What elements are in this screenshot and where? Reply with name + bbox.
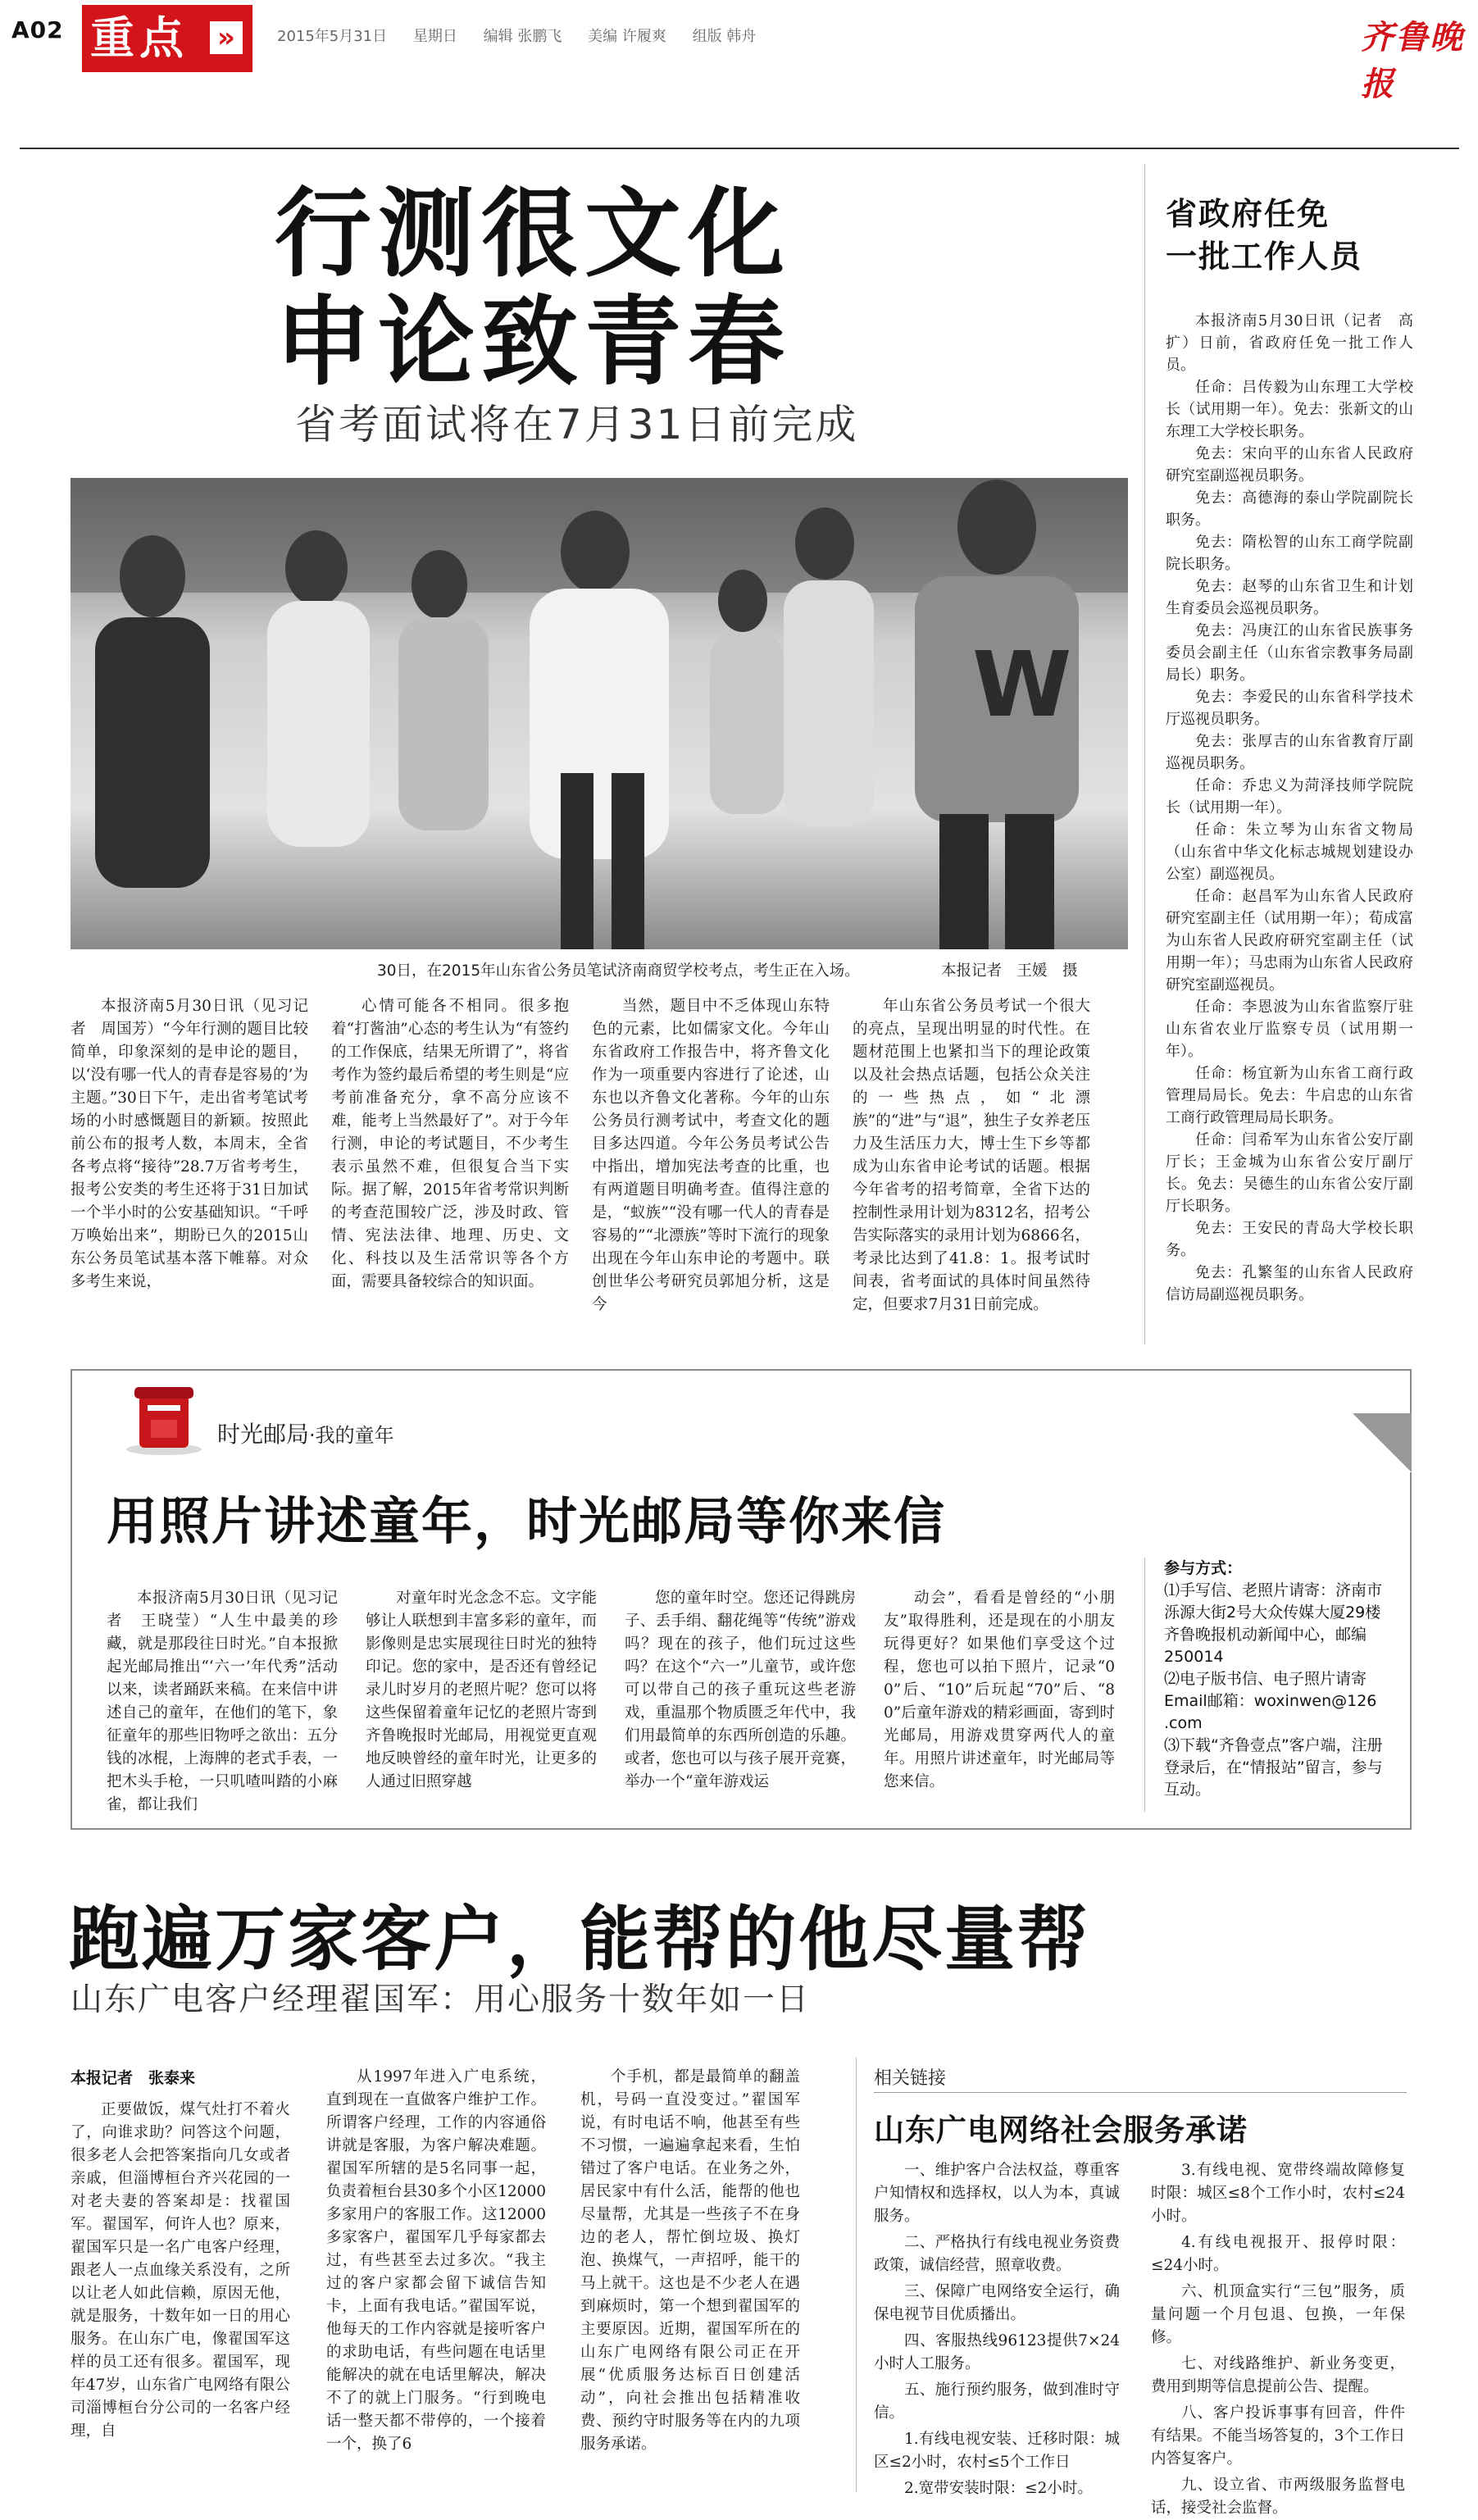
lead-article-column-1 <box>70 995 308 1340</box>
pledge-item: 九、设立省、市两级服务监督电话，接受社会监督。 <box>1151 2477 1405 2517</box>
lead-article-column-4 <box>853 995 1090 1340</box>
issue-weekday: 星期日 <box>412 28 457 45</box>
chevron-right-icon: » <box>210 21 243 54</box>
third-article-column-3 <box>580 2066 800 2492</box>
pledge-list-right <box>1151 2159 1405 2517</box>
pledge-item: 六、机顶盒实行“三包”服务，质量问题一个月包退、包换，一年保修。 <box>1151 2283 1405 2346</box>
lead-article-column-3 <box>592 995 830 1340</box>
exam-candidates-photo <box>70 478 1128 949</box>
related-divider <box>874 2092 1407 2093</box>
masthead-logo: 齐鲁晚报 <box>1361 18 1464 103</box>
third-article-column-1 <box>70 2099 290 2492</box>
related-headline: 山东广电网络社会服务承诺 <box>874 2113 1248 2148</box>
related-link-tag: 相关链接 <box>874 2068 947 2089</box>
mailbox-icon <box>123 1381 205 1456</box>
column-divider <box>1144 164 1145 1344</box>
appointment-paragraph: 任命：李恩波为山东省监察厅驻山东省农业厅监察专员（试用期一年）。 <box>1166 998 1413 1060</box>
article-paragraph: 年山东省公务员考试一个很大的亮点，呈现出明显的时代性。在题材范围上也紧扣当下的理论政策以及社会热点话题，包括公众关注的一些热点，如“北漂族”的“进”与“退”，独生子女养老压力及生活压力大，博士生下乡等都成为山东省申论考试的话题。根据今年省考的招考简章，全省下达的控制性录用计划为8312名，招考公告实际落实的录用计划为6866名，考录比达到了41.8：1。报考试时间表，省考面试的具体时间虽然待定，但要求7月31日前完成。 <box>853 998 1090 1313</box>
page-number: A02 <box>11 16 64 43</box>
article-paragraph: 本报济南5月30日讯（见习记者 王晓莹）“人生中最美的珍藏，就是那段往日时光。”自本报掀起光邮局推出“‘六一’年代秀”活动以来，读者踊跃来稿。在来信中讲述自己的童年，在他们的笔下，象征童年的那些旧物呼之欲出：五分钱的冰棍，上海牌的老式手表，一把木头手枪，一只叽喳叫踏的小麻雀，都让我们 <box>107 1590 338 1813</box>
layout-credit: 组版 韩舟 <box>692 28 757 45</box>
appointment-paragraph: 免去：冯庚江的山东省民族事务委员会副主任（山东省宗教事务局副局长）职务。 <box>1166 622 1413 684</box>
section-label: 重点 <box>82 5 252 72</box>
article-paragraph: 您的童年时空。您还记得跳房子、丢手绢、翻花绳等“传统”游戏吗？现在的孩子，他们玩过这些吗？在这个“六一”儿童节，或许您可以带自己的孩子重玩这些老游戏，重温那个物质匮乏年代中，我们用最简单的东西所创造的乐趣。或者，您也可以与孩子展开竞赛，举办一个“童年游戏运 <box>625 1590 856 1790</box>
pledge-item: 八、客户投诉事事有回音，件件有结果。不能当场答复的，3个工作日内答复客户。 <box>1151 2404 1405 2468</box>
article-paragraph: 正要做饭，煤气灶打不着火了，向谁求助？问答这个问题，很多老人会把答案指向几女或者亲戚，但淄博桓台齐兴花园的一对老夫妻的答案却是：找翟国军。翟国军，何许人也？原来，翟国军只是一名广电客户经理，跟老人一点血缘关系没有，之所以让老人如此信赖，原因无他，就是服务，十数年如一日的用心服务。在山东广电，像翟国军这样的员工还有很多。翟国军，现年47岁，山东省广电网络有限公司淄博桓台分公司的一名客户经理，自 <box>70 2101 290 2440</box>
lead-photo <box>70 478 1128 949</box>
appointment-paragraph: 本报济南5月30日讯（记者 高扩）日前，省政府任免一批工作人员。 <box>1166 312 1413 374</box>
post-article-column-1 <box>107 1587 338 1817</box>
post-article-column-4 <box>884 1587 1115 1817</box>
post-headline: 用照片讲述童年，时光邮局等你来信 <box>107 1491 947 1551</box>
pledge-item: 五、施行预约服务，做到准时守信。 <box>874 2381 1120 2422</box>
third-reporter-credit: 本报记者 张泰来 <box>70 2069 196 2087</box>
participation-heading: 参与方式： <box>1164 1559 1243 1577</box>
lead-headline-line-2: 申论致青春 <box>274 284 791 398</box>
appointment-paragraph: 任命：闫希军为山东省公安厅副厅长；王金城为山东省公安厅副厅长。免去：吴德生的山东省公安厅副厅长职务。 <box>1166 1131 1413 1215</box>
header-meta <box>277 25 777 46</box>
column-divider <box>856 2058 857 2492</box>
participation-item: ⑵电子版书信、电子照片请寄Email邮箱：woxinwen@126 .com <box>1164 1670 1377 1732</box>
lead-headline-line-1: 行测很文化 <box>274 176 791 290</box>
issue-date: 2015年5月31日 <box>277 28 388 45</box>
article-paragraph: 从1997年进入广电系统，直到现在一直做客户维护工作。所谓客户经理，工作的内容通俗讲就是客服，为客户解决难题。翟国军所辖的是5名同事一起，负责着桓台县30多个小区12000多家用户的客服工作。这12000多家客户，翟国军几乎每家都去过，有些甚至去过多次。“我主过的客户家都会留下诚信告知卡，上面有我电话。”翟国军说，他每天的工作内容就是接听客户的求助电话，有些问题在电话里能解决的就在电话里解决，解决不了的就上门服务。“行到晚电话一整天都不带停的，一个接着一个，换了6 <box>326 2068 546 2453</box>
appointment-paragraph: 免去：宋向平的山东省人民政府研究室副巡视员职务。 <box>1166 445 1413 484</box>
pledge-item: 二、严格执行有线电视业务资费政策，诚信经营，照章收费。 <box>874 2234 1120 2274</box>
third-subheadline: 山东广电客户经理翟国军：用心服务十数年如一日 <box>70 1981 811 2018</box>
article-paragraph: 当然，题目中不乏体现山东特色的元素，比如儒家文化。今年山东省政府工作报告中，将齐鲁文化作为一项重要内容进行了论述，山东也以齐鲁文化著称。今年的山东公务员行测考试中，考查文化的题目多达四道。今年公务员考试公告中指出，增加宪法考查的比重，也有两道题目明确考查。值得注意的是，“蚁族”“没有哪一代人的青春是容易的”“北漂族”等时下流行的现象出现在今年山东申论的考题中。联创世华公考研究员郭旭分析，这是今 <box>592 998 830 1313</box>
pledge-item: 3.有线电视、宽带终端故障修复时限：城区≤8个工作小时，农村≤24小时。 <box>1151 2162 1405 2225</box>
appointment-paragraph: 免去：李爱民的山东省科学技术厅巡视员职务。 <box>1166 689 1413 728</box>
photo-credit: 本报记者 王媛 摄 <box>941 962 1078 980</box>
appointment-paragraph: 免去：王安民的青岛大学校长职务。 <box>1166 1220 1413 1259</box>
appointment-paragraph: 免去：孔繁玺的山东省人民政府信访局副巡视员职务。 <box>1166 1264 1413 1303</box>
pledge-item: 4.有线电视报开、报停时限：≤24小时。 <box>1151 2234 1405 2274</box>
side-headline-line-2: 一批工作人员 <box>1166 239 1363 275</box>
pledge-list-left <box>874 2159 1120 2497</box>
pledge-item: 2.宽带安装时限：≤2小时。 <box>904 2480 1093 2497</box>
lead-article-column-2 <box>331 995 569 1340</box>
participation-info <box>1164 1558 1394 1801</box>
header-divider <box>20 148 1459 149</box>
article-paragraph: 对童年时光念念不忘。文字能够让人联想到丰富多彩的童年，而影像则是忠实展现往日时光的独特印记。您的家中，是否还有曾经记录儿时岁月的老照片呢？您可以将这些保留着童年记忆的老照片寄到齐鲁晚报时光邮局，用视觉更直观地反映曾经的童年时光，让更多的人通过旧照穿越 <box>366 1590 597 1790</box>
appointment-paragraph: 任命：朱立琴为山东省文物局（山东省中华文化标志城规划建设办公室）副巡视员。 <box>1166 821 1413 883</box>
appointment-paragraph: 任命：杨宜新为山东省工商行政管理局局长。免去：牛启忠的山东省工商行政管理局局长职务。 <box>1166 1065 1413 1126</box>
article-paragraph: 本报济南5月30日讯（见习记者 周国芳）“今年行测的题目比较简单，印象深刻的是申论的题目，以‘没有哪一代人的青春是容易的’为主题。”30日下午，走出省考笔试考场的小时感慨题目的新颖。按照此前公布的报考人数，本周末，全省各考点将“接待”28.7万省考考生，报考公安类的考生还将于31日加试一个半小时的公安基础知识。“千呼万唤始出来”，期盼已久的2015山东公务员笔试基本落下帷幕。对众多考生来说， <box>70 998 308 1290</box>
lead-subheadline: 省考面试将在7月31日前完成 <box>295 401 859 448</box>
pledge-item: 1.有线电视安装、迁移时限：城区≤2小时，农村≤5个工作日 <box>874 2431 1120 2471</box>
participation-item: ⑶下载“齐鲁壹点”客户端，注册登录后，在“情报站”留言，参与互动。 <box>1164 1736 1383 1799</box>
column-label-sub: ·我的童年 <box>309 1424 394 1447</box>
side-headline-line-1: 省政府任免 <box>1166 196 1330 232</box>
appointment-paragraph: 免去：高德海的泰山学院副院长职务。 <box>1166 489 1413 529</box>
appointment-paragraph: 任命：赵昌军为山东省人民政府研究室副主任（试用期一年）；荀成富为山东省人民政府研究室副主任（试用期一年）；马忠雨为山东省人民政府研究室副巡视员。 <box>1166 888 1413 994</box>
post-article-column-2 <box>366 1587 597 1817</box>
svg-text:W: W <box>972 632 1072 737</box>
art-credit: 美编 许履爽 <box>588 28 666 45</box>
pledge-item: 一、维护客户合法权益，尊重客户知情权和选择权，以人为本，真诚服务。 <box>874 2162 1120 2225</box>
appointment-paragraph: 任命：乔忠义为菏泽技师学院院长（试用期一年）。 <box>1166 777 1413 816</box>
participation-item: ⑴手写信、老照片请寄：济南市泺源大街2号大众传媒大厦29楼齐鲁晚报机动新闻中心，邮编250014 <box>1164 1581 1383 1666</box>
editor-credit: 编辑 张鹏飞 <box>483 28 562 45</box>
column-label <box>217 1417 394 1449</box>
article-paragraph: 个手机，都是最简单的翻盖机，号码一直没变过。”翟国军说，有时电话不响，他甚至有些不习惯，一遍遍拿起来看，生怕错过了客户电话。在业务之外，居民家中有什么活，能帮的他也尽量帮，尤其是一些孩子不在身边的老人，帮忙倒垃圾、换灯泡、换煤气，一声招呼，能干的马上就干。这也是不少老人在遇到麻烦时，第一个想到翟国军的主要原因。近期，翟国军所在的山东广电网络有限公司正在开展“优质服务达标百日创建活动”，向社会推出包括精准收费、预约守时服务等在内的九项服务承诺。 <box>580 2068 800 2453</box>
side-article-body <box>1166 310 1413 1344</box>
third-article-column-2 <box>326 2066 546 2492</box>
article-paragraph: 心情可能各不相同。很多抱着“打酱油”心态的考生认为“有签约的工作保底，结果无所谓了”，将省考作为签约最后希望的考生则是“应考前准备充分，拿不高分应该不难，能考上当然最好了”。对于今年行测，申论的考试题目，不少考生表示虽然不难，但很复合当下实际。据了解，2015年省考常识判断的考查范围较广泛，涉及时政、管情、宪法法律、地理、历史、文化、科技以及生活常识等各个方面，需要具备较综合的知识面。 <box>331 998 569 1290</box>
appointment-paragraph: 免去：张厚吉的山东省教育厅副巡视员职务。 <box>1166 733 1413 772</box>
appointment-paragraph: 免去：隋松智的山东工商学院副院长职务。 <box>1166 534 1413 573</box>
pledge-item: 三、保障广电网络安全运行，确保电视节目优质播出。 <box>874 2283 1120 2323</box>
appointment-paragraph: 免去：赵琴的山东省卫生和计划生育委员会巡视员职务。 <box>1166 578 1413 617</box>
column-label-main: 时光邮局 <box>217 1421 310 1448</box>
article-paragraph: 动会”，看看是曾经的“小朋友”取得胜利，还是现在的小朋友玩得更好？如果他们享受这个过程，您也可以拍下照片，记录“00”后、“10”后玩起“70”后、“80”后童年游戏的精彩画面，寄到时光邮局，用游戏贯穿两代人的童年。用照片讲述童年，时光邮局等您来信。 <box>884 1590 1115 1790</box>
photo-caption: 30日，在2015年山东省公务员笔试济南商贸学校考点，考生正在入场。 <box>377 962 860 980</box>
third-headline: 跑遍万家客户，能帮的他尽量帮 <box>69 1898 1090 1981</box>
appointment-paragraph: 任命：吕传毅为山东理工大学校长（试用期一年）。免去：张新文的山东理工大学校长职务。 <box>1166 379 1413 440</box>
pledge-item: 七、对线路维护、新业务变更，费用到期等信息提前公告、提醒。 <box>1151 2355 1405 2395</box>
folded-corner <box>1353 1413 1412 1472</box>
column-divider <box>1144 1558 1145 1812</box>
pledge-item: 四、客服热线96123提供7×24小时人工服务。 <box>874 2332 1120 2372</box>
post-article-column-3 <box>625 1587 856 1817</box>
